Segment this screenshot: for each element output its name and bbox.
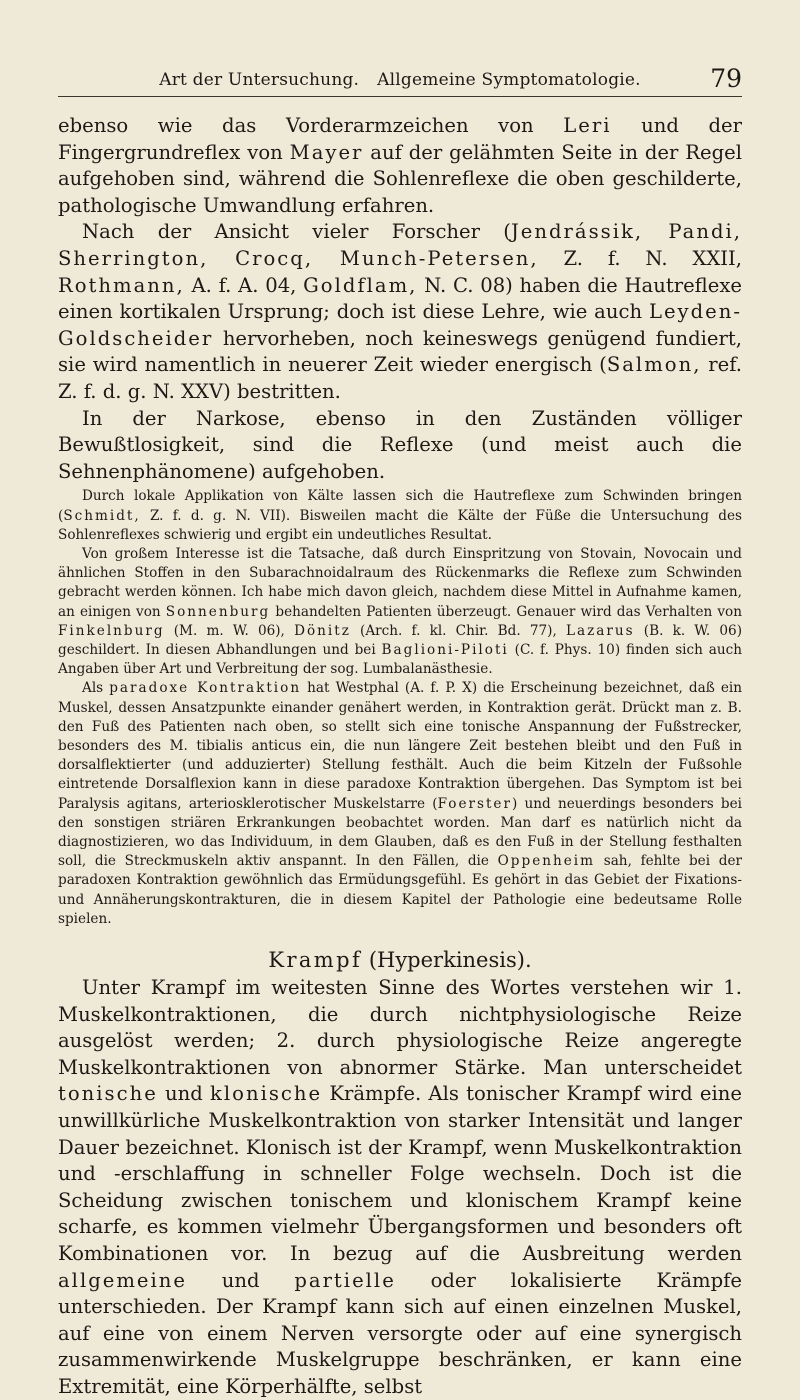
text: (M. m. W. 06),	[164, 622, 295, 639]
author-name: Finkelnburg	[58, 622, 165, 639]
text: Nach der Ansicht vieler Forscher (	[82, 220, 511, 244]
term: partielle	[294, 1268, 396, 1292]
text: N. C. 08) haben die Hautreflexe einen kortikalen Ursprung; doch ist diese Lehre, wie auch	[58, 273, 742, 324]
text: ref. Z. f. d. g. N. XXV) bestritten.	[58, 353, 742, 403]
paragraph-1	[58, 113, 742, 219]
heading-rest: (Hyperkinesis).	[362, 947, 532, 972]
author-name: Goldflam,	[303, 273, 418, 297]
header-title	[159, 70, 641, 90]
section-heading	[58, 945, 742, 975]
author-name: Schmidt,	[63, 507, 141, 524]
header-title-right: Allgemeine Symptomatologie.	[377, 70, 641, 90]
text: sah, fehlte bei der paradoxen Kontraktion gewöhnlich das Ermüdungsgefühl. Es gehört in das Gebiet der Fixations- und Annäherungskontrakturen, die in diesem Kapitel der Pathologie eine bedeutsame Rolle spielen.	[58, 853, 742, 927]
author-names: Jendrássik, Pandi, Sherrington, Crocq, Munch-Petersen,	[58, 220, 742, 270]
paragraph-2	[58, 219, 742, 405]
text: ebenso wie das Vorderarmzeichen von	[58, 114, 564, 137]
author-name: Sonnenburg	[165, 603, 271, 620]
text: und	[187, 1268, 295, 1292]
author-name: Rothmann,	[58, 273, 185, 297]
author-name: Mayer	[289, 140, 364, 164]
text: A. f. A. 04,	[184, 273, 304, 297]
text: Z. f. d. g. N. VII). Bisweilen macht die Kälte der Füße die Untersuchung des Sohlenreflexes schwierig und ergibt ein undeutliches Resultat.	[58, 507, 742, 543]
author-name: Oppenheim	[497, 853, 596, 870]
paragraph-3: In der Narkose, ebenso in den Zuständen völliger Bewußtlosigkeit, sind die Reflexe (und meist auch die Sehnenphänomene) aufgehoben.	[58, 406, 742, 483]
term: klonische	[210, 1082, 323, 1106]
author-name: Dönitz	[294, 622, 351, 639]
text: (C. f. Phys. 10) finden sich auch Angaben über Art und Verbreitung der sog. Lumbalanästhesie.	[58, 641, 742, 678]
text: hat Westphal (A. f. P. X) die Erscheinung bezeichnet, daß ein Muskel, dessen Ansatzpunkte einander genähert werden, in Kontraktion gerät. Drückt man z. B. den Fuß des Patienten nach oben, so stellt sich eine tonische Anspannung der Fußstrecker, besonders des M. tibialis anticus ein, die nun längere Zeit bestehen bleibt und den Fuß in dorsalflektierter (und adduzierter) Stellung festhält. Auch die beim Kitzeln der Fußsohle eintretende Dorsalflexion kann in diese paradoxe Kontraktion übergehen. Das Symptom ist bei Paralysis agitans, arteriosklerotischer Muskelstarre (	[58, 680, 743, 812]
text: Durch lokale Applikation von Kälte lassen sich die Hautreflexe zum Schwinden bringen (	[58, 488, 742, 524]
text: oder lokalisierte Krämpfe unterschieden. Der Krampf kann sich auf einen einzelnen Muskel, auf eine von einem Nerven versorgte oder auf eine synergisch zusammenwirkende Muskelgruppe beschränken, er kann eine Extremität, eine Körperhälfte, selbst	[58, 1268, 742, 1398]
page-number: 79	[710, 64, 742, 93]
term: paradoxe Kontraktion	[109, 680, 302, 697]
text: und	[157, 1082, 211, 1106]
text: Von großem Interesse ist die Tatsache, daß durch Einspritzung von Stovain, Novocain und ähnlichen Stoffen in den Subarachnoidalraum des Rückenmarks die Reflexe zum Schwinden gebracht werden können. Ich habe mich davon gleich, nachdem diese Mittel in Aufnahme kamen, an einigen von	[58, 545, 742, 620]
term: tonische	[58, 1082, 158, 1106]
text: hervorheben, noch keineswegs genügend fundiert, sie wird namentlich in neuerer Zeit wieder energisch (	[58, 326, 742, 377]
text: (Arch. f. kl. Chir. Bd. 77),	[350, 622, 566, 639]
term: allgemeine	[58, 1268, 188, 1292]
text: auf der gelähmten Seite in der Regel aufgehoben sind, während die Sohlenreflexe die oben geschilderte, pathologische Umwandlung erfahren.	[58, 140, 742, 217]
author-name: Leyden-Goldscheider	[58, 300, 742, 350]
text: Unter Krampf im weitesten Sinne des Wortes verstehen wir 1. Muskelkontraktionen, die durch nichtphysiologische Reize ausgelöst werden; 2. durch physiologische Reize angeregte Muskelkontraktionen von abnormer Stärke. Man unterscheidet	[58, 975, 742, 1079]
text: Als	[82, 680, 110, 697]
paragraph-4	[58, 975, 742, 1400]
author-name: Baglioni-Piloti	[381, 641, 509, 658]
text: ) und neuerdings besonders bei den sonstigen striären Erkrankungen beobachtet worden. Man darf es natürlich nicht da diagnostizieren, wo das Individuum, in dem Glauben, daß es den Fuß in der Stellung festhalten soll, die Streckmuskeln aktiv anspannt. In den Fällen, die	[58, 795, 742, 870]
header-title-left: Art der Untersuchung.	[159, 70, 360, 90]
running-header	[58, 64, 742, 97]
small-paragraph-3	[58, 679, 742, 929]
author-name: Salmon,	[606, 353, 702, 377]
heading-spaced: Krampf	[268, 947, 363, 972]
small-paragraph-1	[58, 487, 742, 545]
author-name: Lazarus	[565, 622, 635, 639]
page-body	[58, 113, 742, 1400]
text: behandelten Patienten überzeugt. Genauer wird das Verhalten von	[270, 603, 742, 620]
author-name: Leri	[563, 114, 612, 137]
small-paragraph-2	[58, 545, 742, 679]
text: Z. f. N. XXII,	[538, 246, 742, 270]
author-name: Foerster	[437, 795, 512, 812]
text: und der Fingergrundreflex von	[58, 114, 742, 164]
text: Krämpfe. Als tonischer Krampf wird eine unwillkürliche Muskelkontraktion von starker Intensität und langer Dauer bezeichnet. Klonisch ist der Krampf, wenn Muskelkontraktion und -erschlaffung in schneller Folge wechseln. Doch ist die Scheidung zwischen tonischem und klonischem Krampf keine scharfe, es kommen vielmehr Übergangsformen und besonders oft Kombinationen vor. In bezug auf die Ausbreitung werden	[58, 1082, 742, 1265]
text: (B. k. W. 06) geschildert. In diesen Abhandlungen und bei	[58, 622, 743, 658]
